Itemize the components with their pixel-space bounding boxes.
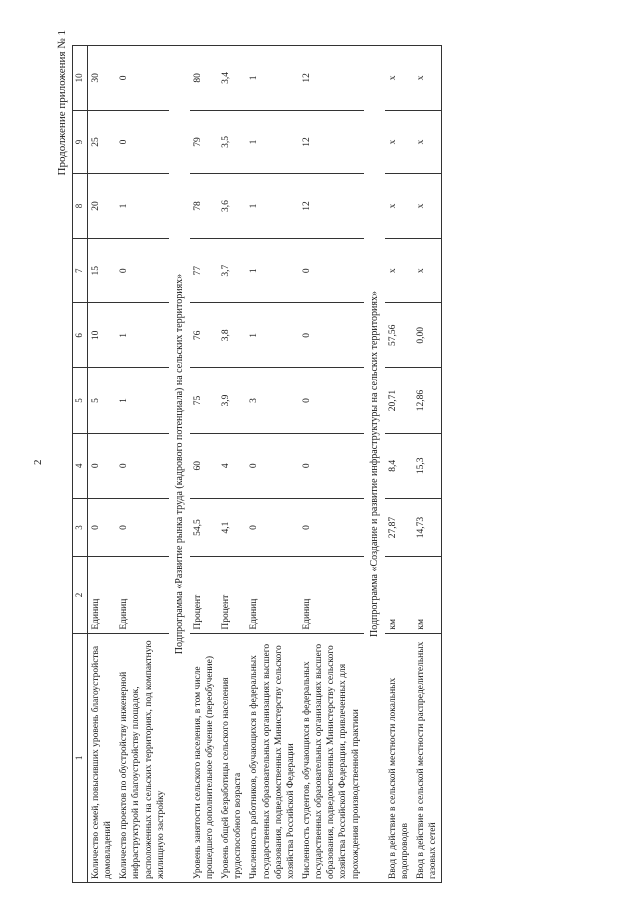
- value-cell: 1: [116, 174, 169, 239]
- value-cell: 0: [246, 498, 299, 557]
- value-cell: 0: [299, 368, 364, 434]
- indicator-label: Уровень занятости сельского населения, в том числе прошедшего дополнительное обучение (переобучение): [190, 633, 218, 882]
- value-cell: 3,7: [218, 238, 246, 303]
- value-cell: 25: [88, 110, 117, 173]
- subprogram-heading-row: [169, 46, 190, 883]
- value-cell: 8,4: [385, 433, 413, 498]
- value-cell: 12: [299, 46, 364, 111]
- value-cell: 78: [190, 174, 218, 239]
- unit-cell: Единиц: [246, 557, 299, 633]
- indicator-label: Ввод в действие в сельской местности распределительных газовых сетей: [413, 633, 442, 882]
- value-cell: х: [385, 110, 413, 173]
- indicator-label: Ввод в действие в сельской местности локальных водопроводов: [385, 633, 413, 882]
- value-cell: х: [413, 238, 442, 303]
- value-cell: 60: [190, 433, 218, 498]
- value-cell: 3: [246, 368, 299, 434]
- value-cell: 0: [116, 46, 169, 111]
- unit-cell: Единиц: [116, 557, 169, 633]
- indicator-label: Количество семей, повысивших уровень благоустройства домовладений: [88, 633, 117, 882]
- indicator-label: Уровень общей безработицы сельского населения трудоспособного возраста: [218, 633, 246, 882]
- value-cell: 10: [88, 303, 117, 368]
- value-cell: 0,00: [413, 303, 442, 368]
- value-cell: 0: [299, 238, 364, 303]
- value-cell: 3,5: [218, 110, 246, 173]
- unit-cell: км: [385, 557, 413, 633]
- column-number: 1: [73, 633, 88, 882]
- indicator-label: Численность студентов, обучающихся в федеральных государственных образовательных организациях высшего образования, подведомственных Министерству сельского хозяйства Российской Федерации, привлеченных для прохождения производственной практики: [299, 633, 364, 882]
- indicators-table: [72, 45, 442, 883]
- unit-cell: Единиц: [299, 557, 364, 633]
- value-cell: 0: [116, 238, 169, 303]
- value-cell: 27,87: [385, 498, 413, 557]
- value-cell: 57,56: [385, 303, 413, 368]
- column-number: 8: [73, 174, 88, 239]
- value-cell: 0: [299, 433, 364, 498]
- column-number: 6: [73, 303, 88, 368]
- table-row: [413, 46, 442, 883]
- column-number: 4: [73, 433, 88, 498]
- unit-cell: Процент: [218, 557, 246, 633]
- unit-cell: Процент: [190, 557, 218, 633]
- value-cell: 14,73: [413, 498, 442, 557]
- value-cell: 0: [116, 498, 169, 557]
- column-number: 3: [73, 498, 88, 557]
- value-cell: 12,86: [413, 368, 442, 434]
- indicator-label: Численность работников, обучающихся в федеральных государственных образовательных организациях высшего образования, подведомственных Министерству сельского хозяйства Российской Федерации: [246, 633, 299, 882]
- value-cell: 3,9: [218, 368, 246, 434]
- value-cell: 77: [190, 238, 218, 303]
- value-cell: 15: [88, 238, 117, 303]
- value-cell: 80: [190, 46, 218, 111]
- value-cell: 1: [246, 303, 299, 368]
- table-row: [116, 46, 169, 883]
- value-cell: 20: [88, 174, 117, 239]
- table-row: [385, 46, 413, 883]
- value-cell: 0: [116, 433, 169, 498]
- value-cell: 1: [246, 174, 299, 239]
- value-cell: 5: [88, 368, 117, 434]
- value-cell: 75: [190, 368, 218, 434]
- value-cell: х: [385, 46, 413, 111]
- continuation-note: Продолжение приложения № 1: [56, 30, 68, 176]
- table-row: [299, 46, 364, 883]
- table-row: [246, 46, 299, 883]
- value-cell: 4,1: [218, 498, 246, 557]
- column-number-row: [73, 46, 88, 883]
- indicator-label: Количество проектов по обустройству инженерной инфраструктурой и благоустройству площадок, расположенных на сельских территориях, под компактную жилищную застройку: [116, 633, 169, 882]
- value-cell: 0: [88, 498, 117, 557]
- value-cell: 3,8: [218, 303, 246, 368]
- column-number: 2: [73, 557, 88, 633]
- value-cell: 3,4: [218, 46, 246, 111]
- value-cell: 12: [299, 174, 364, 239]
- value-cell: 0: [299, 498, 364, 557]
- value-cell: 0: [246, 433, 299, 498]
- value-cell: 1: [246, 238, 299, 303]
- column-number: 10: [73, 46, 88, 111]
- value-cell: 1: [116, 303, 169, 368]
- value-cell: 54,5: [190, 498, 218, 557]
- subprogram-heading: Подпрограмма «Создание и развитие инфраструктуры на сельских территориях»: [364, 46, 385, 883]
- value-cell: 20,71: [385, 368, 413, 434]
- subprogram-heading: Подпрограмма «Развитие рынка труда (кадрового потенциала) на сельских территориях»: [169, 46, 190, 883]
- column-number: 5: [73, 368, 88, 434]
- unit-cell: км: [413, 557, 442, 633]
- value-cell: 0: [116, 110, 169, 173]
- value-cell: 76: [190, 303, 218, 368]
- value-cell: 0: [299, 303, 364, 368]
- column-number: 7: [73, 238, 88, 303]
- table-row: [190, 46, 218, 883]
- value-cell: 1: [246, 46, 299, 111]
- value-cell: х: [385, 238, 413, 303]
- subprogram-heading-row: [364, 46, 385, 883]
- unit-cell: Единиц: [88, 557, 117, 633]
- value-cell: 0: [88, 433, 117, 498]
- value-cell: х: [413, 174, 442, 239]
- value-cell: х: [413, 110, 442, 173]
- table-row: [218, 46, 246, 883]
- value-cell: 30: [88, 46, 117, 111]
- value-cell: х: [413, 46, 442, 111]
- value-cell: 1: [246, 110, 299, 173]
- value-cell: 4: [218, 433, 246, 498]
- value-cell: 1: [116, 368, 169, 434]
- value-cell: 12: [299, 110, 364, 173]
- page-number: 2: [32, 459, 44, 465]
- value-cell: х: [385, 174, 413, 239]
- column-number: 9: [73, 110, 88, 173]
- value-cell: 79: [190, 110, 218, 173]
- value-cell: 3,6: [218, 174, 246, 239]
- table-row: [88, 46, 117, 883]
- value-cell: 15,3: [413, 433, 442, 498]
